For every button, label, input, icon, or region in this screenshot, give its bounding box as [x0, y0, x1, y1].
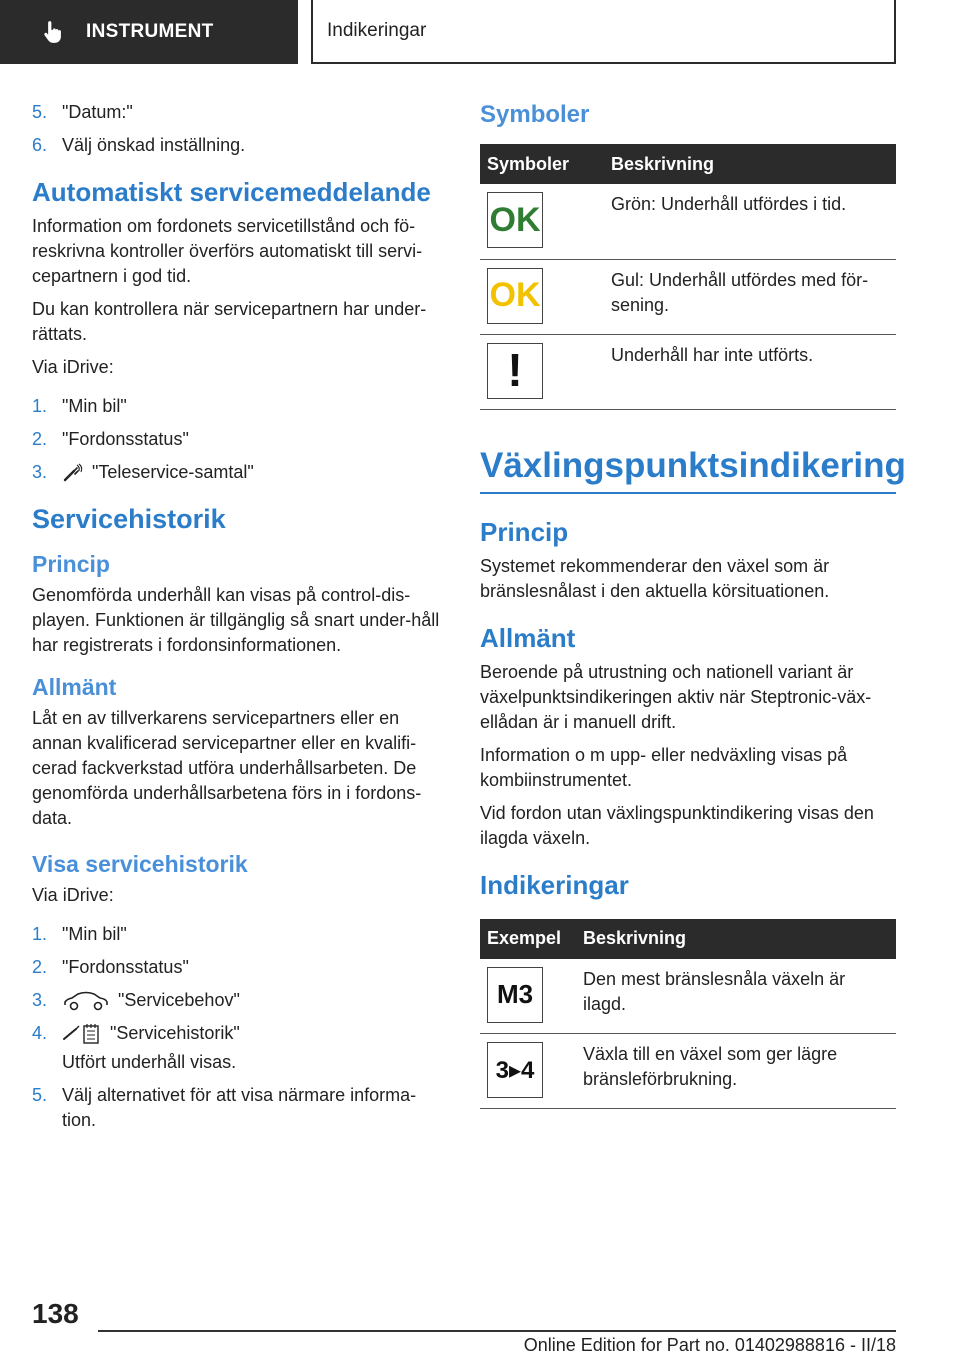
table-row: [480, 259, 896, 334]
list-text: Välj önskad inställning.: [62, 135, 246, 155]
table-cell: Den mest bränslesnåla växeln är ilagd.: [576, 959, 896, 1034]
result-note: Utfört underhåll visas.: [62, 1052, 237, 1072]
table-header-row: [480, 919, 896, 959]
list-number: 3.: [32, 462, 48, 482]
table-row: [480, 1034, 896, 1109]
list-item: [32, 133, 447, 158]
list-number: 1.: [32, 396, 48, 416]
service-history-heading: Servicehistorik: [32, 504, 226, 534]
table-row: [480, 184, 896, 259]
table-header: Beskrivning: [576, 919, 896, 959]
footer-edition: Online Edition for Part no. 01402988816 - II/18: [523, 1335, 896, 1355]
chapter-tab[interactable]: [0, 0, 298, 64]
general-paragraph: Beroende på utrustning och nationell variant är växelpunktsindikeringen aktiv när Steptronic-väx-ellådan är i manuell drift.: [480, 661, 872, 732]
list-item: [32, 100, 447, 125]
general-heading: Allmänt: [480, 622, 576, 653]
gear-m3-symbol: M3: [487, 967, 543, 1023]
list-item: [32, 988, 447, 1013]
chapter-title: INSTRUMENT: [86, 21, 214, 42]
table-header: Exempel: [480, 919, 576, 959]
principle-paragraph: Systemet rekommenderar den växel som är bränslesnålast i den aktuella körsituationen.: [480, 555, 830, 601]
list-number: 5.: [32, 102, 48, 122]
right-column: [480, 100, 906, 1109]
section-tab[interactable]: [311, 0, 896, 64]
page-number: 138: [32, 1298, 79, 1329]
list-text: "Min bil": [62, 396, 127, 416]
auto-service-paragraph: Information om fordonets servicetillstånd och fö-reskrivna kontroller överförs automatiskt till servi-cepartnern i god tid.: [32, 216, 423, 286]
indications-heading: Indikeringar: [480, 869, 629, 900]
symbols-table: [480, 144, 896, 410]
hand-pointer-icon: [40, 19, 66, 45]
list-text: "Teleservice-samtal": [92, 462, 254, 482]
table-row: [480, 334, 896, 409]
table-cell: Växla till en växel som ger lägre bränsleförbrukning.: [576, 1034, 896, 1109]
ok-yellow-symbol: OK: [487, 268, 543, 324]
car-icon: [62, 990, 110, 1012]
general-paragraph: Vid fordon utan växlingspunktindikering visas den ilagda växeln.: [480, 802, 874, 848]
section-title: Indikeringar: [327, 20, 427, 41]
list-text: "Fordonsstatus": [62, 429, 189, 449]
list-text: "Datum:": [62, 102, 133, 122]
list-number: 6.: [32, 135, 48, 155]
service-history-icon: [62, 1023, 102, 1045]
left-column: [32, 100, 447, 1141]
table-cell: Underhåll har inte utförts.: [604, 334, 896, 409]
table-cell: Gul: Underhåll utfördes med för-sening.: [604, 259, 896, 334]
list-item: [32, 1021, 447, 1046]
principle-heading: Princip: [480, 516, 569, 547]
list-number: 5.: [32, 1085, 48, 1105]
list-text: "Servicehistorik": [110, 1023, 240, 1043]
list-item: [32, 394, 447, 419]
principle-paragraph: Genomförda underhåll kan visas på control-dis-playen. Funktionen är tillgänglig så snart under-håll har registrerats i fordonsinformationen.: [32, 585, 440, 655]
list-text: "Min bil": [62, 924, 127, 944]
list-number: 3.: [32, 990, 48, 1010]
symbols-heading: Symboler: [480, 101, 590, 128]
list-text: "Fordonsstatus": [62, 957, 189, 977]
general-heading: Allmänt: [32, 674, 117, 700]
table-header: Symboler: [480, 144, 604, 184]
gear-shift-indicator-heading: Växlingspunktsindikering: [480, 445, 906, 485]
list-text: Välj alternativet för att visa närmare informa-tion.: [62, 1085, 417, 1130]
warning-symbol: !: [487, 343, 543, 399]
list-number: 4.: [32, 1023, 48, 1043]
list-text: "Servicebehov": [118, 990, 240, 1010]
general-paragraph: Information o m upp- eller nedväxling visas på kombiinstrumentet.: [480, 744, 848, 790]
list-item: [32, 955, 447, 980]
table-cell: Grön: Underhåll utfördes i tid.: [604, 184, 896, 259]
list-item: [32, 427, 447, 452]
show-history-heading: Visa servicehistorik: [32, 851, 248, 877]
table-header-row: [480, 144, 896, 184]
footer-divider: [98, 1330, 896, 1332]
ok-green-symbol: OK: [487, 192, 543, 248]
list-number: 2.: [32, 429, 48, 449]
list-item: [32, 922, 447, 947]
general-paragraph: Låt en av tillverkarens servicepartners eller en annan kvalificerad servicepartner eller en kvalifi-cerad fackverkstad utföra underhållsarbeten. De genomförda underhållsarbetena förs in i fordons-data.: [32, 708, 422, 828]
auto-service-paragraph: Via iDrive:: [32, 357, 114, 377]
auto-service-paragraph: Du kan kontrollera när servicepartnern har under-rättats.: [32, 299, 427, 344]
heading-underline: [480, 492, 896, 494]
show-history-paragraph: Via iDrive:: [32, 885, 114, 905]
wrench-phone-icon: [62, 463, 84, 483]
table-row: [480, 959, 896, 1034]
indications-table: [480, 919, 896, 1110]
list-number: 2.: [32, 957, 48, 977]
list-number: 1.: [32, 924, 48, 944]
list-item: [32, 460, 447, 485]
table-header: Beskrivning: [604, 144, 896, 184]
gear-shift-up-symbol: 3▸4: [487, 1042, 543, 1098]
auto-service-heading: Automatiskt servicemeddelande: [32, 177, 431, 207]
list-item: [32, 1083, 447, 1133]
principle-heading: Princip: [32, 551, 110, 577]
